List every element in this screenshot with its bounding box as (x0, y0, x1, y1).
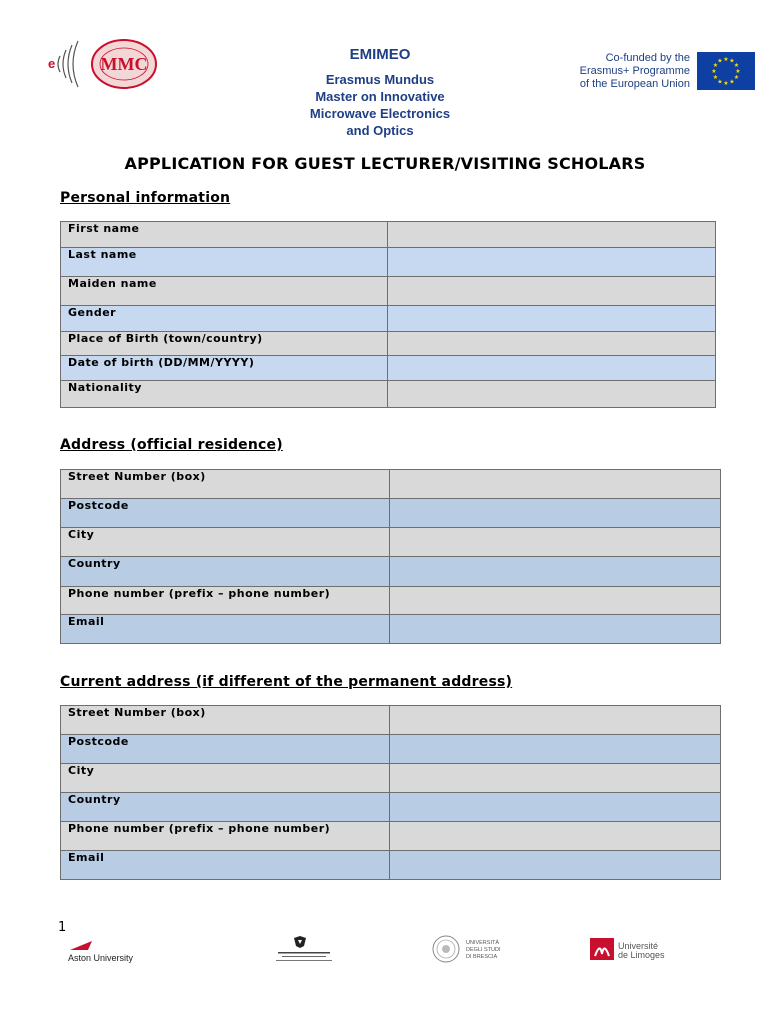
svg-text:★: ★ (712, 74, 719, 81)
email-field[interactable] (390, 615, 721, 644)
current-postcode-field[interactable] (390, 735, 721, 764)
field-label: Last name (61, 248, 388, 277)
page-title: APPLICATION FOR GUEST LECTURER/VISITING SCHOLARS (124, 154, 646, 173)
svg-text:★: ★ (717, 57, 723, 65)
section-title-personal: Personal information (60, 190, 231, 206)
first-name-field[interactable] (388, 222, 716, 248)
program-title: EMIMEO (349, 46, 411, 63)
phone-number-field[interactable] (390, 587, 721, 615)
field-label: Email (61, 615, 390, 644)
cofund-line: of the European Union (579, 78, 690, 90)
svg-text:★: ★ (711, 68, 717, 75)
svg-text:★: ★ (717, 78, 723, 86)
svg-text:★: ★ (723, 56, 729, 63)
program-header (270, 46, 490, 139)
field-label: City (61, 528, 390, 557)
city-field[interactable] (390, 528, 721, 557)
field-label: Email (61, 851, 390, 880)
field-label: Country (61, 557, 390, 587)
program-line: and Optics (346, 123, 414, 138)
field-label: Postcode (61, 735, 390, 764)
field-label: Street Number (box) (61, 706, 390, 735)
svg-text:Université: Université (618, 941, 659, 951)
aston-text: Aston University (68, 953, 134, 963)
field-label: Country (61, 793, 390, 822)
svg-text:UNIVERSITÀ: UNIVERSITÀ (466, 940, 500, 946)
maiden-name-field[interactable] (388, 277, 716, 306)
emimeo-logo (48, 38, 160, 90)
svg-text:★: ★ (733, 62, 740, 69)
eu-flag-icon (697, 52, 755, 90)
field-label: Phone number (prefix – phone number) (61, 587, 390, 615)
svg-text:★: ★ (729, 57, 735, 65)
cofund-text (560, 52, 690, 91)
country-field[interactable] (390, 557, 721, 587)
logo-text: MMC (100, 54, 148, 74)
svg-text:★: ★ (723, 80, 729, 87)
svg-text:DEGLI STUDI: DEGLI STUDI (466, 947, 501, 953)
current-city-field[interactable] (390, 764, 721, 793)
date-of-birth-field[interactable] (388, 356, 716, 381)
current-phone-number-field[interactable] (390, 822, 721, 851)
program-line: Erasmus Mundus (325, 72, 435, 87)
program-line: Microwave Electronics (309, 106, 451, 121)
street-number-field[interactable] (390, 470, 721, 499)
current-email-field[interactable] (390, 851, 721, 880)
current-country-field[interactable] (390, 793, 721, 822)
svg-text:DI BRESCIA: DI BRESCIA (466, 954, 498, 960)
field-label: Street Number (box) (61, 470, 390, 499)
section-title-address: Address (official residence) (60, 437, 283, 453)
field-label: First name (61, 222, 388, 248)
current-address-table (60, 705, 721, 880)
field-label: Date of birth (DD/MM/YYYY) (61, 356, 388, 381)
limoges-logo (590, 936, 680, 964)
last-name-field[interactable] (388, 248, 716, 277)
postcode-field[interactable] (390, 499, 721, 528)
field-label: Gender (61, 306, 388, 332)
svg-text:★: ★ (733, 74, 740, 81)
field-label: Place of Birth (town/country) (61, 332, 388, 356)
upv-ehu-logo (272, 934, 336, 964)
field-label: City (61, 764, 390, 793)
field-label: Postcode (61, 499, 390, 528)
gender-field[interactable] (388, 306, 716, 332)
svg-text:de Limoges: de Limoges (618, 950, 665, 960)
field-label: Nationality (61, 381, 388, 408)
field-label: Maiden name (61, 277, 388, 306)
address-table (60, 469, 721, 644)
personal-info-table (60, 221, 716, 408)
svg-text:★: ★ (729, 78, 735, 86)
aston-mark-icon (70, 941, 92, 950)
svg-text:★: ★ (735, 68, 741, 75)
current-street-number-field[interactable] (390, 706, 721, 735)
field-label: Phone number (prefix – phone number) (61, 822, 390, 851)
place-of-birth-field[interactable] (388, 332, 716, 356)
logo-prefix: e (48, 56, 56, 71)
page-number: 1 (58, 920, 67, 935)
cofund-line: Co-funded by the (605, 52, 690, 64)
program-line: Master on Innovative (315, 89, 445, 104)
svg-text:★: ★ (712, 62, 719, 69)
cofund-line: Erasmus+ Programme (579, 65, 690, 77)
nationality-field[interactable] (388, 381, 716, 408)
section-title-current: Current address (if different of the permanent address) (60, 674, 513, 690)
brescia-logo (432, 934, 512, 964)
aston-university-logo (68, 938, 148, 964)
